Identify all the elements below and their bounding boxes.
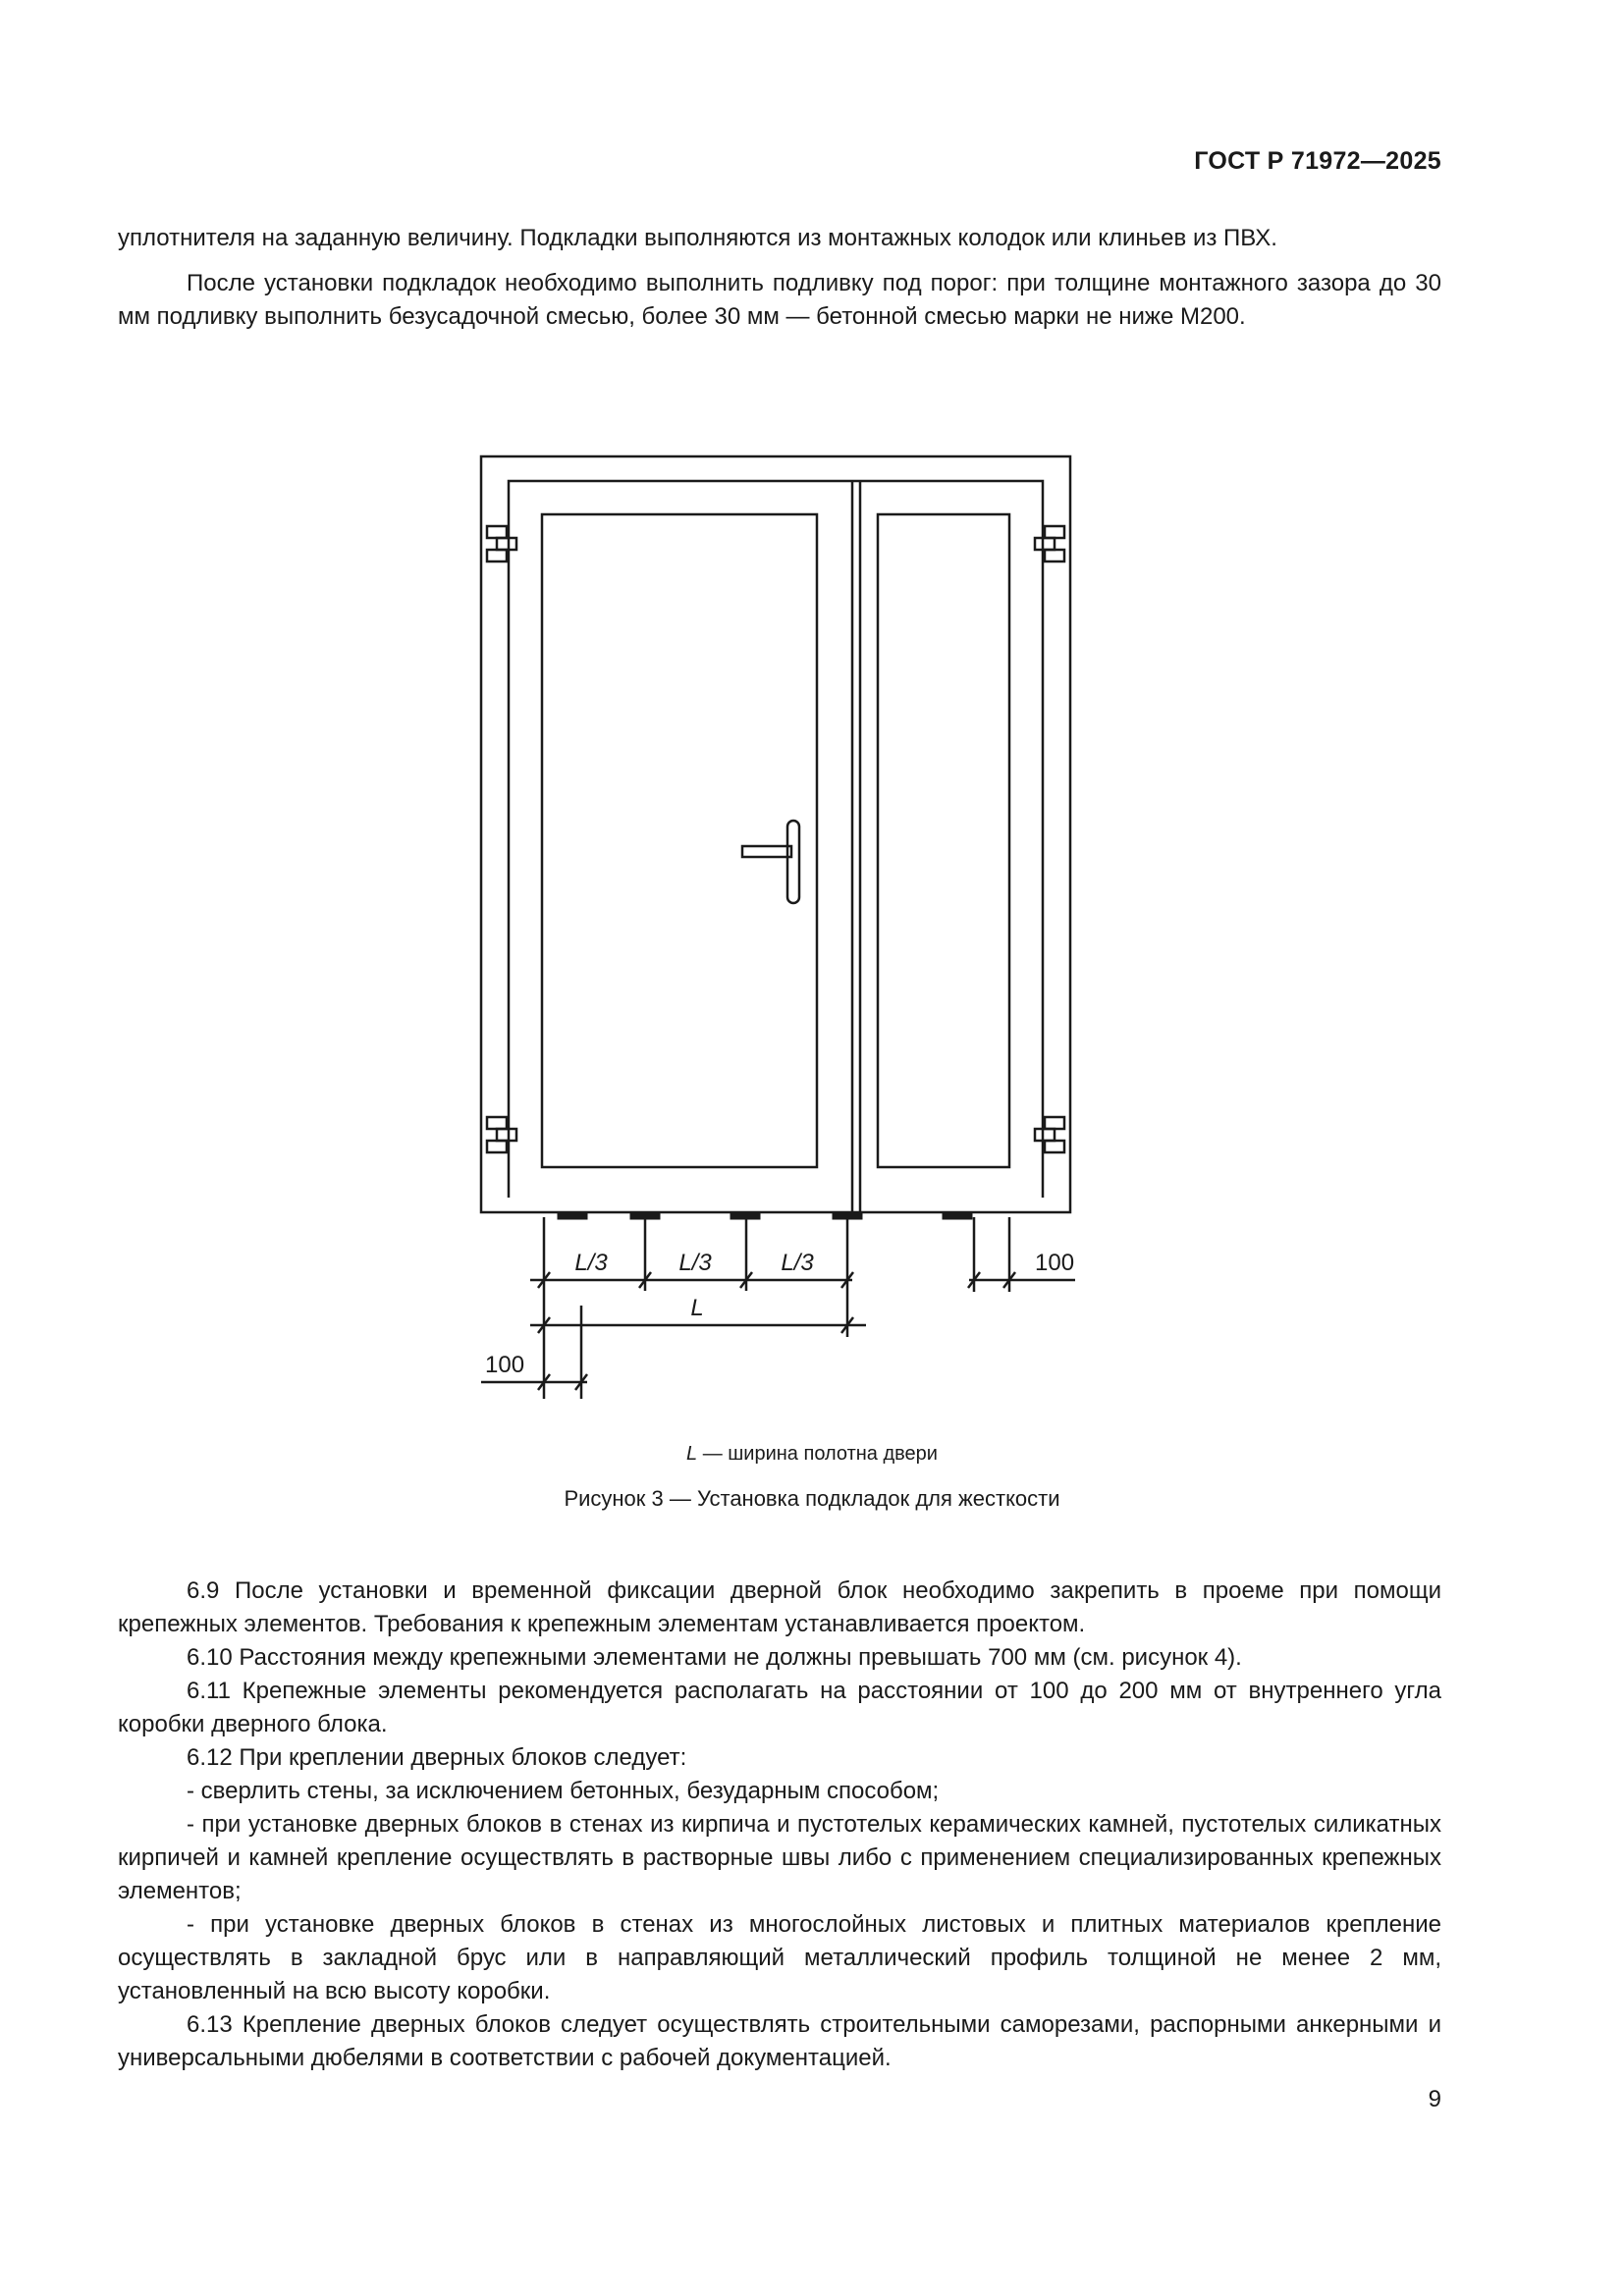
paragraph: уплотнителя на заданную величину. Подкладки выполняются из монтажных колодок или клиньев из ПВХ. — [118, 225, 1277, 251]
shim — [833, 1213, 862, 1219]
list-item: - при установке дверных блоков в стенах из многослойных листовых и плитных материалов крепление осуществлять в закладной брус или в направляющий металлический профиль толщиной не менее 2 мм, установленный на всю высоту коробки. — [118, 1911, 1441, 2004]
dim-label-offset: 100 — [1035, 1250, 1075, 1276]
left-leaf-glazing — [542, 514, 817, 1167]
figure-legend — [0, 1443, 1624, 1466]
shim — [943, 1213, 972, 1219]
right-leaf-glazing — [878, 514, 1009, 1167]
paragraph: 6.12 При креплении дверных блоков следует: — [187, 1744, 687, 1771]
standard-header: ГОСТ Р 71972—2025 — [1194, 147, 1441, 175]
legend-text: — ширина полотна двери — [697, 1443, 938, 1465]
shim — [558, 1213, 587, 1219]
dim-label-third: L/3 — [781, 1250, 814, 1276]
hinge — [487, 1117, 516, 1152]
paragraph: После установки подкладок необходимо выполнить подливку под порог: при толщине монтажного зазора до 30 мм подливку выполнить безусадочной смесью, более 30 мм — бетонной смесью марки не ниже М200. — [118, 270, 1441, 330]
door-outer-frame — [481, 456, 1070, 1212]
door-handle — [742, 821, 799, 903]
bottom-text-block — [118, 1575, 1441, 2075]
dim-label-third: L/3 — [678, 1250, 712, 1276]
dim-label-offset: 100 — [485, 1352, 525, 1378]
paragraph: 6.9 После установки и временной фиксации дверной блок необходимо закрепить в проеме при помощи крепежных элементов. Требования к крепежным элементам устанавливается проектом. — [118, 1577, 1441, 1637]
paragraph: 6.10 Расстояния между крепежными элементами не должны превышать 700 мм (см. рисунок 4). — [187, 1644, 1242, 1671]
top-text-block — [118, 222, 1441, 334]
shim — [731, 1213, 760, 1219]
figure-caption: Рисунок 3 — Установка подкладок для жесткости — [564, 1486, 1060, 1511]
door-diagram — [442, 442, 1129, 1423]
legend-symbol: L — [686, 1443, 698, 1465]
page-number: 9 — [1428, 2086, 1441, 2112]
hinge — [487, 526, 516, 561]
paragraph: 6.11 Крепежные элементы рекомендуется располагать на расстоянии от 100 до 200 мм от внутреннего угла коробки дверного блока. — [118, 1678, 1441, 1737]
list-item: - сверлить стены, за исключением бетонных, безударным способом; — [187, 1778, 940, 1804]
shim — [630, 1213, 660, 1219]
dim-label-third: L/3 — [574, 1250, 608, 1276]
hinge — [1035, 1117, 1064, 1152]
door-figure — [442, 442, 1129, 1423]
paragraph: 6.13 Крепление дверных блоков следует осуществлять строительными саморезами, распорными анкерными и универсальными дюбелями в соответствии с рабочей документацией. — [118, 2011, 1441, 2071]
dim-label-width: L — [690, 1295, 704, 1321]
door-inner-frame — [509, 481, 1043, 1198]
list-item: - при установке дверных блоков в стенах из кирпича и пустотелых керамических камней, пустотелых силикатных кирпичей и камней крепление осуществлять в растворные швы либо с применением специализированных крепежных элементов; — [118, 1811, 1441, 1904]
hinge — [1035, 526, 1064, 561]
